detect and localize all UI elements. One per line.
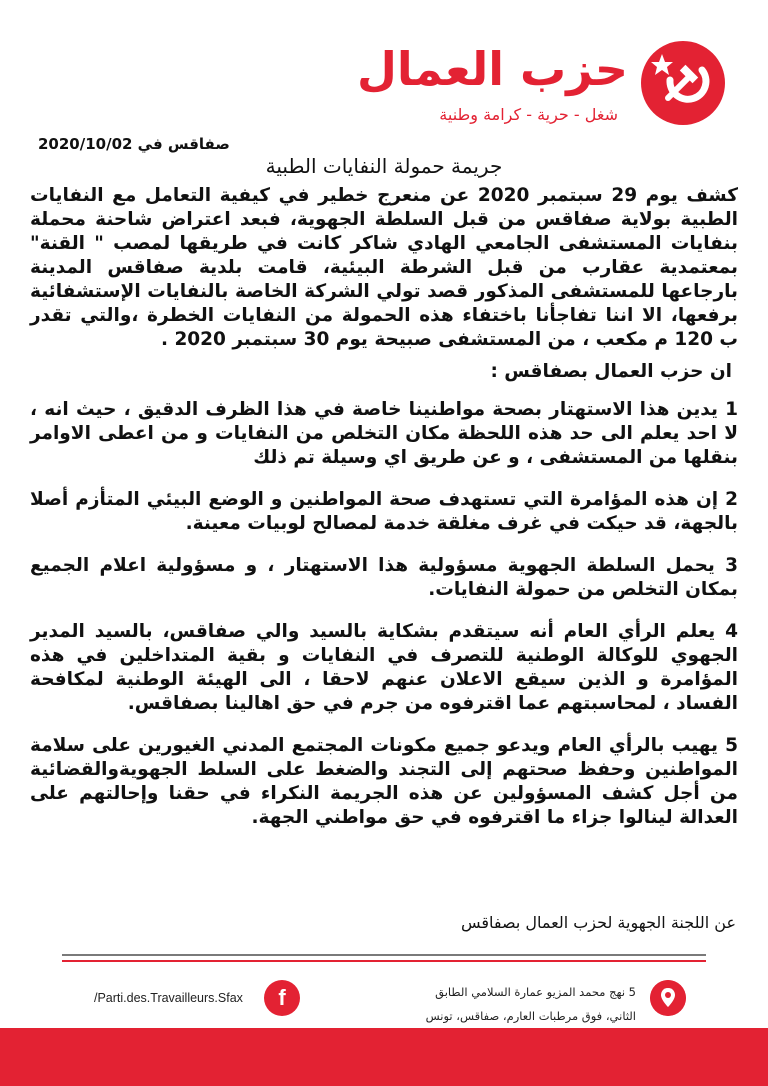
point-2: 2 إن هذه المؤامرة التي تستهدف صحة المواطنين و الوضع البيئي المتأزم أصلا بالجهة، قد حيكت في غرف مغلقة خدمة لمصالح لوبيات معينة.	[30, 489, 738, 534]
party-slogan: شغل - حرية - كرامة وطنية	[439, 105, 618, 124]
facebook-handle[interactable]: /Parti.des.Travailleurs.Sfax	[94, 991, 243, 1005]
point-4: 4 يعلم الرأي العام أنه سيتقدم بشكاية بالسيد والي صفاقس، بالسيد المدير الجهوي للوكالة الوطنية للتصرف في النفايات و بقية المتداخلين في هذه المؤامرة و الذين سيقع الاعلان عنهم لاحقا ، الى الهيئة الوطنية لمكافحة الفساد ، لمحاسبتهم عما اقترفوه من جرم في حق اهالينا بصفاقس.	[30, 621, 738, 714]
footer-divider-red	[62, 960, 706, 962]
point-5: 5 يهيب بالرأي العام ويدعو جميع مكونات المجتمع المدني الغيورين على سلامة المواطنين وحفظ صحتهم إلى التجند والضغط على السلط الجهويةوالقضائية من أجل كشف المسؤولين عن هذه الجريمة النكراء في حقنا وإحالتهم على العدالة لينالوا جزاء ما اقترفوه في حق مواطني الجهة.	[30, 735, 738, 828]
footer-divider-gray	[62, 954, 706, 956]
date-line: صفاقس في 2020/10/02	[38, 135, 230, 153]
point-3: 3 يحمل السلطة الجهوية مسؤولية هذا الاستهتار ، و مسؤولية اعلام الجميع بمكان التخلص من حمولة النفايات.	[30, 555, 738, 600]
intro-paragraph: كشف يوم 29 سبتمبر 2020 عن منعرج خطير في كيفية التعامل مع النفايات الطبية بولاية صفاقس من قبل السلطة الجهوية، فبعد اعتراض شاحنة محملة بنفايات المستشفى الجامعي الهادي شاكر كانت في طريقها لمصب " القنة" بمعتمدية عقارب من قبل الشرطة البيئية، قامت بلدية صفاقس المدينة بارجاعها للمستشفى المذكور قصد تولي الشركة الخاصة بالنفايات الإستشفائية برفعها، الا اننا تفاجأنا باختفاء هذه الحمولة من النفايات الخطرة ،والتي تقدر ب 120 م مكعب ، من المستشفى صبيحة يوم 30 سبتمبر 2020 .	[30, 185, 738, 350]
party-logo	[640, 40, 726, 126]
facebook-icon[interactable]: f	[264, 980, 300, 1016]
party-name: حزب العمال	[356, 42, 628, 96]
address-line-2: الثاني، فوق مرطبات العارم، صفاقس، تونس	[425, 1009, 636, 1023]
document-body	[30, 184, 738, 848]
point-1: 1 يدين هذا الاستهتار بصحة مواطنينا خاصة في هذا الظرف الدقيق ، حيث انه ، لا احد يعلم الى حد هذه اللحظة مكان التخلص من النفايات و من اعطى الاوامر بنقلها من المستشفى ، و عن طريق اي وسيلة تم ذلك	[30, 399, 738, 468]
footer-band	[0, 1028, 768, 1086]
footer-address	[426, 980, 636, 1028]
location-pin-icon	[650, 980, 686, 1016]
address-line-1: 5 نهج محمد المزيو عمارة السلامي الطابق	[435, 985, 636, 999]
signature: عن اللجنة الجهوية لحزب العمال بصفاقس	[460, 913, 736, 932]
lead-paragraph: ان حزب العمال بصفاقس :	[490, 361, 732, 382]
document-title: جريمة حمولة النفايات الطبية	[265, 154, 503, 178]
